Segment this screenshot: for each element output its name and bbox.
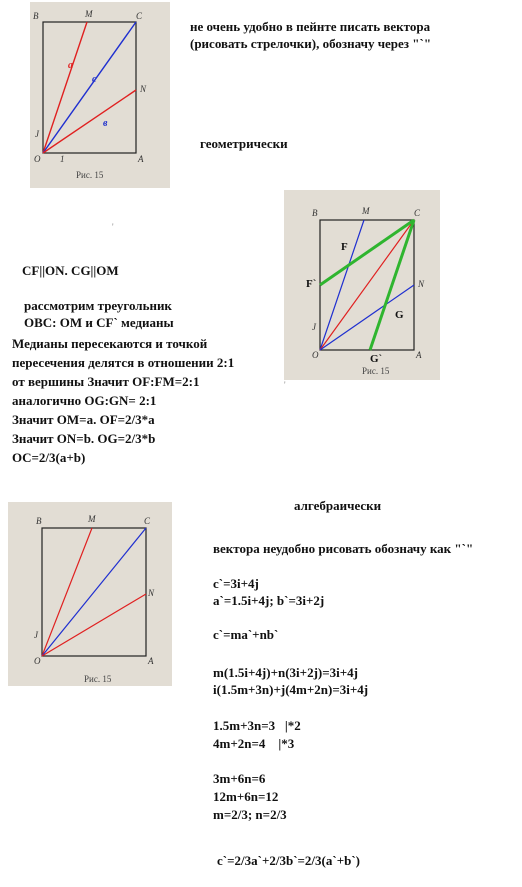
label-M: M bbox=[362, 206, 370, 216]
label-O: O bbox=[34, 656, 41, 666]
algebraic-note: вектора неудобно рисовать обозначу как "`" bbox=[213, 541, 474, 556]
label-J: J bbox=[35, 129, 39, 139]
vector-b-line bbox=[43, 90, 136, 153]
label-B: B bbox=[36, 516, 42, 526]
equation-a-b: a`=1.5i+4j; b`=3i+2j bbox=[213, 593, 325, 608]
system-line-1: 1.5m+3n=3 |*2 bbox=[213, 718, 301, 733]
label-C: C bbox=[144, 516, 151, 526]
geometric-line-4: аналогично OG:GN= 2:1 bbox=[12, 393, 157, 408]
header-line-1: не очень удобно в пейнте писать вектора bbox=[190, 19, 431, 34]
stray-mark: ' bbox=[112, 222, 114, 232]
header-line-2: (рисовать стрелочки), обозначу через "`" bbox=[190, 36, 432, 51]
label-J: J bbox=[312, 322, 316, 332]
point-F-prime-label: F` bbox=[306, 278, 317, 290]
label-N: N bbox=[140, 84, 147, 94]
vector-a-label: a bbox=[68, 60, 73, 71]
scaled-line-1: 3m+6n=6 bbox=[213, 771, 266, 786]
final-result: c`=2/3a`+2/3b`=2/3(a`+b`) bbox=[217, 853, 360, 868]
algebraic-title: алгебраически bbox=[294, 498, 382, 513]
label-A: A bbox=[416, 350, 422, 360]
point-G-label: G bbox=[395, 309, 404, 321]
solution-line: m=2/3; n=2/3 bbox=[213, 807, 287, 822]
label-C: C bbox=[414, 208, 421, 218]
geometric-line-7: OC=2/3(a+b) bbox=[12, 450, 86, 465]
figure-caption: Рис. 15 bbox=[76, 170, 104, 180]
geometric-line-5: Значит OM=a. OF=2/3*a bbox=[12, 412, 155, 427]
median-CF-line bbox=[320, 220, 414, 285]
vector-a-line bbox=[43, 22, 87, 153]
geometric-line-3: от вершины Значит OF:FM=2:1 bbox=[12, 374, 200, 389]
figure-3-photo bbox=[8, 502, 172, 686]
figure-caption: Рис. 15 bbox=[362, 366, 390, 376]
geometric-line-6: Значит ON=b. OG=2/3*b bbox=[12, 431, 156, 446]
label-one: 1 bbox=[60, 154, 65, 164]
vector-b-label: в bbox=[103, 118, 108, 129]
label-A: A bbox=[148, 656, 154, 666]
consider-line-1: рассмотрим треугольник bbox=[24, 298, 172, 313]
label-C: C bbox=[136, 11, 143, 21]
point-G-prime-label: G` bbox=[370, 353, 383, 365]
label-O: O bbox=[312, 350, 319, 360]
label-O: O bbox=[34, 154, 41, 164]
figure-2-photo bbox=[284, 190, 440, 380]
median-CG-line bbox=[370, 220, 414, 350]
consider-line-2: OBC: OM и CF` медианы bbox=[24, 315, 174, 330]
label-B: B bbox=[312, 208, 318, 218]
equation-decomposition: c`=ma`+nb` bbox=[213, 627, 279, 642]
geometric-line-1: Медианы пересекаются и точкой bbox=[12, 336, 208, 351]
equation-substitution: m(1.5i+4j)+n(3i+2j)=3i+4j bbox=[213, 665, 358, 680]
point-F-label: F bbox=[341, 241, 348, 253]
label-B: B bbox=[33, 11, 39, 21]
stray-mark: ' bbox=[284, 380, 286, 390]
vector-c-line bbox=[43, 22, 136, 153]
label-N: N bbox=[148, 588, 155, 598]
label-M: M bbox=[88, 514, 96, 524]
vector-c-label: c bbox=[92, 74, 97, 85]
label-M: M bbox=[85, 9, 93, 19]
parallel-statement: CF||ON. CG||OM bbox=[22, 263, 119, 278]
equation-c: c`=3i+4j bbox=[213, 576, 259, 591]
label-N: N bbox=[418, 279, 425, 289]
figure-caption: Рис. 15 bbox=[84, 674, 112, 684]
system-line-2: 4m+2n=4 |*3 bbox=[213, 736, 295, 751]
figure-1-photo bbox=[30, 2, 170, 188]
equation-grouped: i(1.5m+3n)+j(4m+2n)=3i+4j bbox=[213, 682, 369, 697]
geometric-title: геометрически bbox=[200, 136, 288, 151]
label-J: J bbox=[34, 630, 38, 640]
label-A: A bbox=[138, 154, 144, 164]
scaled-line-2: 12m+6n=12 bbox=[213, 789, 279, 804]
geometric-line-2: пересечения делятся в отношении 2:1 bbox=[12, 355, 235, 370]
